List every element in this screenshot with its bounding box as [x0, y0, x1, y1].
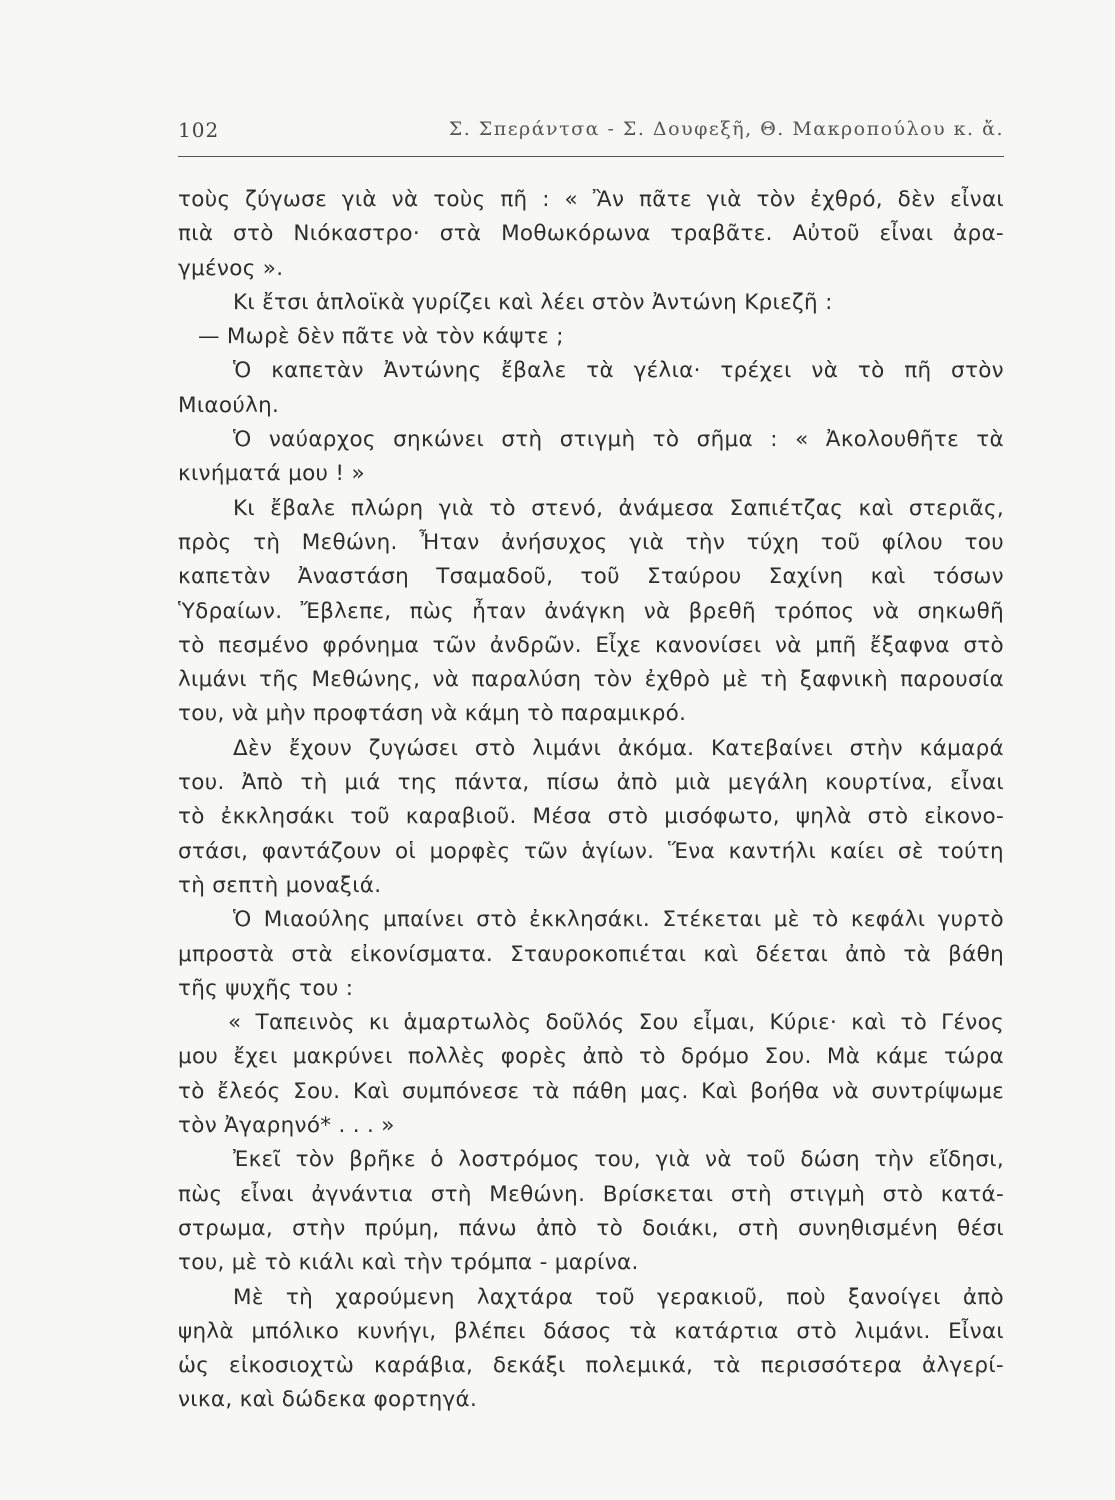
- text-line: τὸ ἔλεός Σου. Καὶ συμπόνεσε τὰ πάθη μας. Καὶ βοήθα νὰ συντρίψωμε: [178, 1078, 1004, 1104]
- text-line: Ὁ ναύαρχος σηκώνει στὴ στιγμὴ τὸ σῆμα : « Ἀκολουθῆτε τὰ: [233, 427, 1004, 453]
- text-line: του, νὰ μὴν προφτάση νὰ κάμη τὸ παραμικρό.: [178, 701, 687, 727]
- text-line: Κι ἔβαλε πλώρη γιὰ τὸ στενό, ἀνάμεσα Σαπιέτζας καὶ στεριᾶς,: [233, 495, 1004, 521]
- text-line: του, μὲ τὸ κιάλι καὶ τὴν τρόμπα - μαρίνα.: [178, 1250, 639, 1276]
- text-line: γμένος ».: [178, 255, 284, 281]
- text-line: του. Ἀπὸ τὴ μιά της πάντα, πίσω ἀπὸ μιὰ μεγάλη κουρτίνα, εἶναι: [178, 770, 1004, 796]
- text-line: Ὑδραίων. Ἔβλεπε, πὼς ἦταν ἀνάγκη νὰ βρεθῆ τρόπος νὰ σηκωθῆ: [178, 598, 1004, 624]
- text-line: « Ταπεινὸς κι ἁμαρτωλὸς δοῦλός Σου εἶμαι, Κύριε· καὶ τὸ Γένος: [228, 1010, 1004, 1036]
- running-head: Σ. Σπεράντσα - Σ. Δουφεξῆ, Θ. Μακροπούλου κ. ἄ.: [448, 118, 1004, 140]
- text-line: Ὁ καπετὰν Ἀντώνης ἔβαλε τὰ γέλια· τρέχει νὰ τὸ πῆ στὸν: [233, 358, 1004, 384]
- text-line: Ἐκεῖ τὸν βρῆκε ὁ λοστρόμος του, γιὰ νὰ τοῦ δώση τὴν εἴδησι,: [233, 1147, 1004, 1173]
- text-line: τοὺς ζύγωσε γιὰ νὰ τοὺς πῆ : « Ἂν πᾶτε γιὰ τὸν ἐχθρό, δὲν εἶναι: [178, 187, 1004, 212]
- text-line: μπροστὰ στὰ εἰκονίσματα. Σταυροκοπιέται καὶ δέεται ἀπὸ τὰ βάθη: [178, 941, 1004, 967]
- body-text: [178, 183, 1004, 1418]
- text-line: Ὁ Μιαούλης μπαίνει στὸ ἐκκλησάκι. Στέκεται μὲ τὸ κεφάλι γυρτὸ: [233, 907, 1004, 933]
- text-line: τὸ ἐκκλησάκι τοῦ καραβιοῦ. Μέσα στὸ μισόφωτο, ψηλὰ στὸ εἰκονο-: [178, 804, 1004, 830]
- text-line: στάσι, φαντάζουν οἱ μορφὲς τῶν ἁγίων. Ἕνα καντήλι καίει σὲ τούτη: [178, 838, 1004, 864]
- text-line: Δὲν ἔχουν ζυγώσει στὸ λιμάνι ἀκόμα. Κατεβαίνει στὴν κάμαρά: [233, 735, 1004, 761]
- text-line: καπετὰν Ἀναστάση Τσαμαδοῦ, τοῦ Σταύρου Σαχίνη καὶ τόσων: [178, 564, 1004, 590]
- text-line: τῆς ψυχῆς του :: [178, 975, 354, 1001]
- text-line: Μὲ τὴ χαρούμενη λαχτάρα τοῦ γερακιοῦ, ποὺ ξανοίγει ἀπὸ: [233, 1284, 1004, 1310]
- text-line: τὸν Ἀγαρηνό* . . . »: [178, 1113, 395, 1139]
- text-line: μου ἔχει μακρύνει πολλὲς φορὲς ἀπὸ τὸ δρόμο Σου. Μὰ κάμε τώρα: [178, 1044, 1004, 1070]
- text-line: τὸ πεσμένο φρόνημα τῶν ἀνδρῶν. Εἶχε κανονίσει νὰ μπῆ ἔξαφνα στὸ: [178, 632, 1004, 658]
- text-line: ὡς εἰκοσιοχτὼ καράβια, δεκάξι πολεμικά, τὰ περισσότερα ἀλγερί-: [178, 1353, 1004, 1379]
- text-line: πὼς εἶναι ἀγνάντια στὴ Μεθώνη. Βρίσκεται στὴ στιγμὴ στὸ κατά-: [178, 1181, 1004, 1207]
- text-line: τὴ σεπτὴ μοναξιά.: [178, 872, 382, 898]
- page-number: 102: [178, 118, 220, 142]
- text-line: Μιαούλη.: [178, 392, 280, 418]
- page-header: [178, 116, 1004, 157]
- text-line: — Μωρὲ δὲν πᾶτε νὰ τὸν κάψτε ;: [198, 324, 564, 350]
- text-line: κινήματά μου ! »: [178, 461, 365, 487]
- text-line: στρωμα, στὴν πρύμη, πάνω ἀπὸ τὸ δοιάκι, στὴ συνηθισμένη θέσι: [178, 1215, 1004, 1241]
- text-line: πρὸς τὴ Μεθώνη. Ἦταν ἀνήσυχος γιὰ τὴν τύχη τοῦ φίλου του: [178, 529, 1004, 555]
- text-line: ψηλὰ μπόλικο κυνήγι, βλέπει δάσος τὰ κατάρτια στὸ λιμάνι. Εἶναι: [178, 1318, 1004, 1344]
- text-line: νικα, καὶ δώδεκα φορτηγά.: [178, 1387, 478, 1413]
- text-line: Κι ἔτσι ἁπλοϊκὰ γυρίζει καὶ λέει στὸν Ἀντώνη Κριεζῆ :: [233, 289, 833, 315]
- text-line: λιμάνι τῆς Μεθώνης, νὰ παραλύση τὸν ἐχθρὸ μὲ τὴ ξαφνικὴ παρουσία: [178, 667, 1004, 693]
- text-line: πιὰ στὸ Νιόκαστρο· στὰ Μοθωκόρωνα τραβᾶτε. Αὐτοῦ εἶναι ἀρα-: [178, 221, 1004, 247]
